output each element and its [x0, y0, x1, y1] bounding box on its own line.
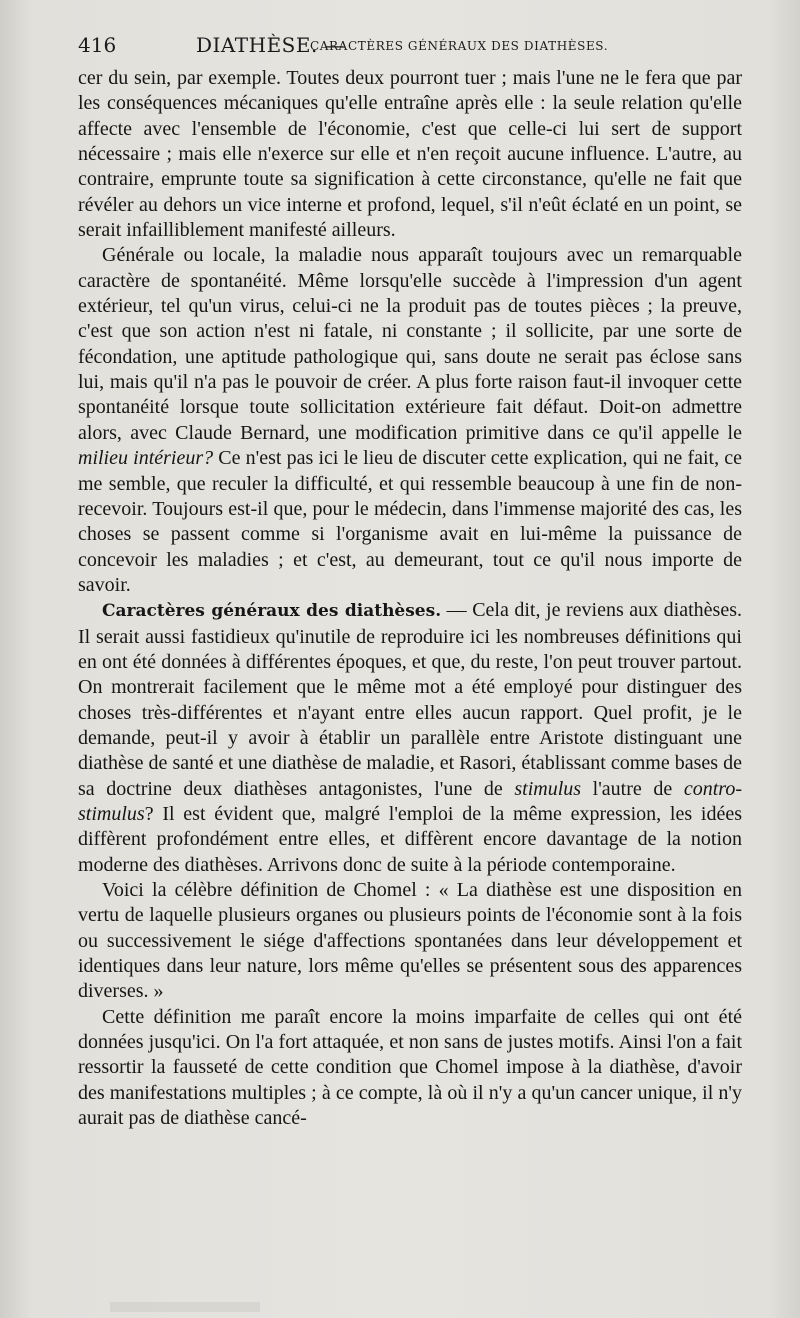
paragraph-2-italic-term: milieu intérieur? — [78, 447, 214, 470]
page-number: 416 — [78, 33, 117, 57]
paragraph-1-text: cer du sein, par exemple. Toutes deux pourront tuer ; mais l'une ne le fera que par les conséquences mécaniques qu'elle entraîne après elle : la seule relation qu'elle affecte avec l'ensemble de l'économie, c'est que celle-ci lui sert de support nécessaire ; mais elle n'exerce sur elle et n'en reçoit aucune influence. L'autre, au contraire, emprunte toute sa signification à cette circonstance, qu'elle ne fait que révéler au dehors un vice interne et profond, lequel, s'il n'eût éclaté en un point, se serait infailliblement manifesté ailleurs. — [78, 67, 742, 242]
paragraph-3-italic-2: contro-stimulus — [78, 777, 742, 825]
section-heading: Caractères généraux des diathèses. — [102, 601, 442, 622]
paragraph-5 — [78, 1005, 742, 1132]
paragraph-5-text: Cette définition me paraît encore la moins imparfaite de celles qui ont été données jusqu'ici. On l'a fort attaquée, et non sans de justes motifs. Ainsi l'on a fait ressortir la fausseté de cette condition que Chomel impose à la diathèse, d'avoir des manifestations multiples ; à ce compte, là où il n'y a qu'un cancer unique, il n'y aurait pas de diathèse cancé- — [78, 1005, 742, 1130]
paragraph-4-text: Voici la célèbre définition de Chomel : « La diathèse est une disposition en vertu de laquelle plusieurs organes ou plusieurs points de l'économie sont à la fois ou successivement le siége d'affections spontanées dans leur développement et identiques dans leur nature, lors même qu'elles se présentent sous des apparences diverses. » — [78, 879, 742, 1003]
paragraph-2-text-before-italic: Générale ou locale, la maladie nous apparaît toujours avec un remarquable caractère de spontanéité. Même lorsqu'elle succède à l'impression d'un agent extérieur, tel qu'un virus, celui-ci ne la produit pas de toutes pièces ; la preuve, c'est que son action n'est ni fatale, ni constante ; il sollicite, par une sorte de fécondation, une aptitude pathologique qui, sans doute ne serait pas éclose sans lui, mais qu'il n'a pas le pouvoir de créer. A plus forte raison faut-il invoquer cette spontanéité lorsque toute sollicitation extérieure fait défaut. Doit-on admettre alors, avec Claude Bernard, une modification primitive dans ce qu'il appelle le — [78, 244, 742, 444]
page-header — [78, 30, 746, 60]
paragraph-3-text-1: — Cela dit, je reviens aux diathèses. Il serait aussi fastidieux qu'inutile de reproduire ici les nombreuses définitions qui en ont été données à différentes époques, et que, du reste, l'on peut trouver partout. On montrerait facilement que le même mot a été employé pour distinguer des choses très-différentes et n'ayant entre elles aucun rapport. Quel profit, je le demande, peut-il y avoir à établir un parallèle entre Aristote distinguant une diathèse de santé et une diathèse de maladie, et Rasori, établissant comme bases de sa doctrine deux diathèses antagonistes, l'une de — [78, 599, 742, 800]
page-bottom-shadow — [110, 1302, 260, 1312]
running-title: DIATHÈSE. — — [196, 33, 346, 57]
paragraph-2-text-after-italic: Ce n'est pas ici le lieu de discuter cette explication, qui ne fait, ce me semble, que reculer la difficulté, et qui ressemble beaucoup à une fin de non-recevoir. Toujours est-il que, pour le médecin, dans l'immense majorité des cas, les choses se passent comme si l'organisme avait en lui-même la puissance de concevoir les maladies ; et c'est, au demeurant, tout ce qu'il nous importe de savoir. — [78, 447, 742, 596]
running-subtitle: CARACTÈRES GÉNÉRAUX DES DIATHÈSES. — [310, 39, 609, 53]
paragraph-3-italic-1: stimulus — [514, 777, 582, 800]
paragraph-1 — [78, 66, 742, 243]
paragraph-4 — [78, 878, 742, 1005]
paragraph-3 — [78, 598, 742, 878]
body-text — [78, 66, 742, 1131]
paragraph-3-text-2: l'autre de — [581, 777, 684, 800]
paragraph-2 — [78, 243, 742, 598]
paragraph-3-text-3: ? Il est évident que, malgré l'emploi de la même expression, les idées diffèrent profondément entre elles, et diffèrent encore davantage de la notion moderne des diathèses. Arrivons donc de suite à la période contemporaine. — [78, 802, 742, 876]
